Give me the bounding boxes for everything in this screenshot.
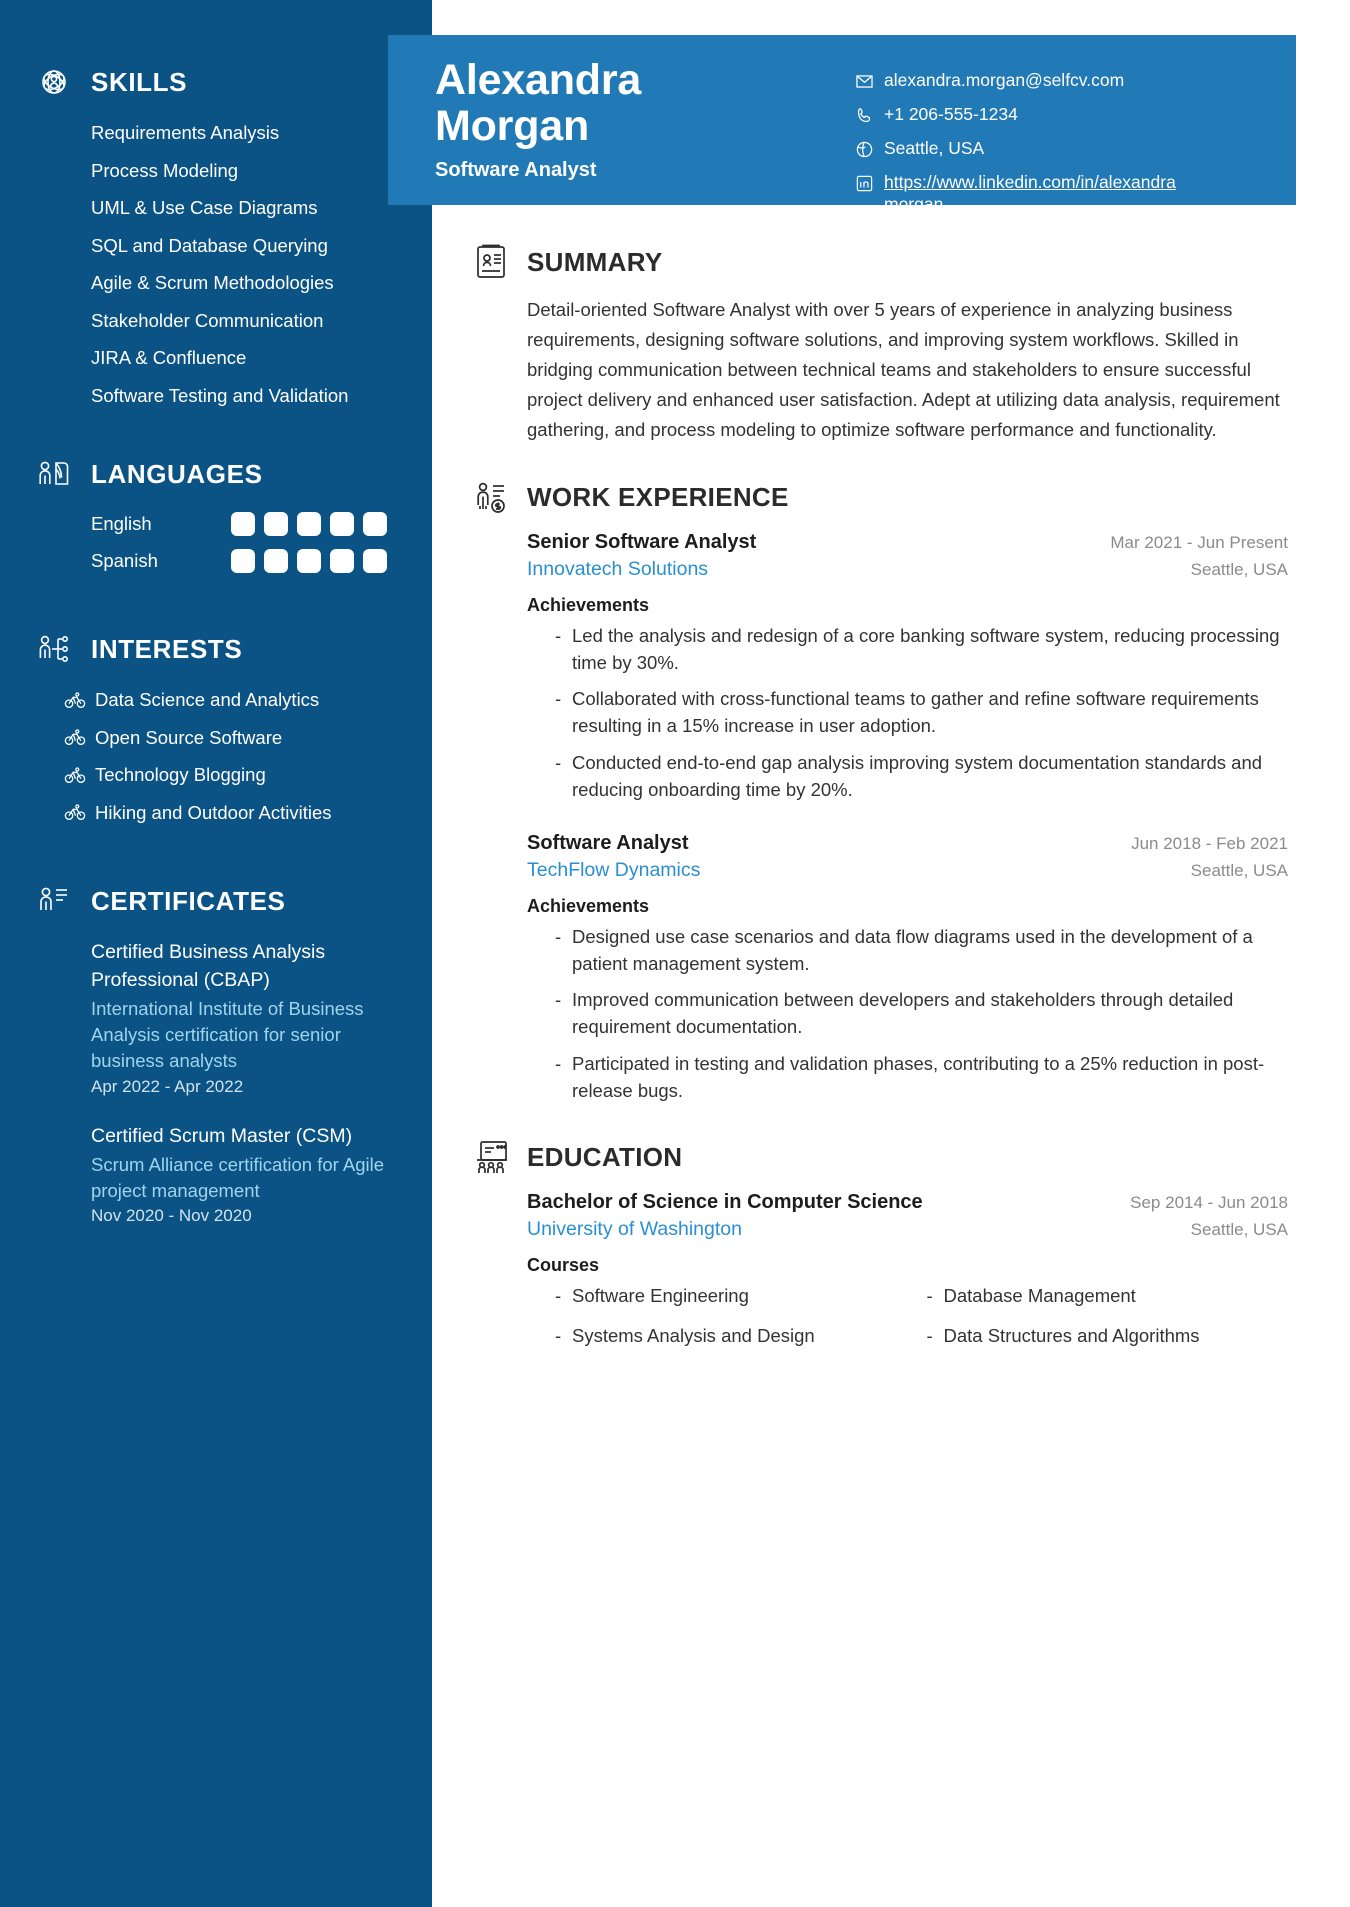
work-experience-title: WORK EXPERIENCE (527, 482, 789, 513)
education-degree: Bachelor of Science in Computer Science (527, 1190, 923, 1213)
achievement-item: - Improved communication between developers and stakeholders through detailed requirement documentation. (555, 987, 1288, 1041)
work-date: Jun 2018 - Feb 2021 (1131, 833, 1288, 853)
language-row (91, 549, 406, 573)
summary-body (472, 295, 1288, 445)
skill-item: SQL and Database Querying (91, 234, 328, 256)
course-item: - Data Structures and Algorithms (927, 1325, 1289, 1347)
certificate-description: International Institute of Business Analysis certification for senior business analysts (91, 997, 364, 1072)
interests-list (34, 687, 406, 825)
skill-item: Agile & Scrum Methodologies (91, 272, 334, 294)
interests-title: INTERESTS (91, 634, 243, 665)
sidebar-section-languages (34, 454, 406, 573)
summary-title: SUMMARY (527, 246, 663, 277)
phone-icon (855, 106, 874, 125)
skills-header (34, 62, 406, 102)
section-work-experience (472, 479, 1288, 1105)
interest-label: Open Source Software (95, 726, 283, 748)
section-education (472, 1139, 1288, 1347)
main-content (432, 205, 1350, 1381)
skills-list (34, 120, 406, 408)
education-entry (527, 1191, 1288, 1347)
course-item: - Systems Analysis and Design (555, 1325, 917, 1347)
interest-label: Technology Blogging (95, 764, 266, 786)
work-entry (527, 832, 1288, 1105)
interest-label: Data Science and Analytics (95, 689, 320, 711)
language-row (91, 512, 406, 536)
section-summary (472, 243, 1288, 445)
certificate-date: Apr 2022 - Apr 2022 (91, 1076, 244, 1096)
linkedin-icon (855, 174, 874, 193)
certificates-title: CERTIFICATES (91, 886, 286, 917)
education-header (472, 1139, 1288, 1177)
certificate-description: Scrum Alliance certification for Agile project management (91, 1153, 385, 1201)
certificate-date: Nov 2020 - Nov 2020 (91, 1206, 252, 1226)
work-entry-sub (527, 859, 1288, 882)
language-level-meter (231, 549, 387, 573)
skills-title: SKILLS (91, 67, 188, 97)
work-entry-top (527, 832, 1288, 855)
interest-item (64, 687, 406, 713)
summary-header (472, 243, 1288, 281)
interests-person-icon (34, 629, 74, 669)
education-board-icon (472, 1139, 510, 1177)
interest-item (64, 762, 406, 788)
phone-value: +1 206-555-1234 (884, 103, 1018, 124)
languages-header (34, 454, 406, 494)
sidebar-section-interests (34, 629, 406, 825)
certificate-item (91, 1123, 406, 1226)
courses-label: Courses (527, 1254, 600, 1275)
email-value: alexandra.morgan@selfcv.com (884, 70, 1125, 90)
achievement-item: - Collaborated with cross-functional teams to gather and refine software requirements resulting in a 15% increase in user adoption. (555, 686, 1288, 740)
first-name: Alexandra (435, 56, 642, 104)
skill-item: UML & Use Case Diagrams (91, 197, 318, 219)
education-organization: University of Washington (527, 1217, 742, 1240)
level-dot (363, 512, 387, 536)
summary-text: Detail-oriented Software Analyst with over 5 years of experience in analyzing business requirements, designing software solutions, and improving system workflows. Skilled in bridging communication between technical teams and stakeholders to ensure successful project delivery and enhanced user satisfaction. Adept at utilizing data analysis, requirement gathering, and process modeling to optimize software performance and functionality. (527, 299, 1280, 440)
skills-badge-icon (34, 62, 74, 102)
achievement-item: - Led the analysis and redesign of a core banking software system, reducing processing time by 30%. (555, 623, 1288, 677)
contact-phone[interactable] (855, 104, 1296, 126)
work-date: Mar 2021 - Jun Present (1110, 532, 1288, 552)
sidebar-section-certificates (34, 881, 406, 1226)
certificate-title: Certified Scrum Master (CSM) (91, 1124, 353, 1147)
certificate-item (91, 939, 406, 1097)
education-body (472, 1191, 1288, 1347)
work-organization: Innovatech Solutions (527, 557, 709, 580)
work-entry (527, 531, 1288, 804)
last-name: Morgan (435, 102, 590, 150)
bicycle-icon (64, 689, 86, 711)
interests-header (34, 629, 406, 669)
skill-item: Process Modeling (91, 159, 239, 181)
globe-icon (855, 140, 874, 159)
course-item: - Software Engineering (555, 1285, 917, 1307)
certificate-title: Certified Business Analysis Professional (CBAP) (91, 941, 326, 992)
header-banner (388, 35, 1296, 214)
certificate-person-icon (34, 881, 74, 921)
achievement-item: - Conducted end-to-end gap analysis improving system documentation standards and reducing onboarding time by 20%. (555, 750, 1288, 804)
education-entry-top (527, 1191, 1288, 1214)
level-dot (330, 549, 354, 573)
work-role: Software Analyst (527, 831, 689, 854)
achievements-label: Achievements (527, 594, 650, 615)
level-dot (297, 512, 321, 536)
work-organization: TechFlow Dynamics (527, 858, 701, 881)
achievement-item: - Participated in testing and validation phases, contributing to a 25% reduction in post-release bugs. (555, 1051, 1288, 1105)
work-person-money-icon (472, 479, 510, 517)
level-dot (264, 549, 288, 573)
achievement-item: - Designed use case scenarios and data flow diagrams used in the development of a patient management system. (555, 924, 1288, 978)
work-experience-header (472, 479, 1288, 517)
identity-block (435, 57, 855, 205)
certificates-list (34, 939, 406, 1226)
level-dot (231, 549, 255, 573)
skill-item: Software Testing and Validation (91, 384, 349, 406)
level-dot (264, 512, 288, 536)
bicycle-icon (64, 726, 86, 748)
level-dot (297, 549, 321, 573)
contact-email[interactable] (855, 70, 1296, 92)
certificates-header (34, 881, 406, 921)
sidebar-section-skills (34, 62, 406, 408)
languages-title: LANGUAGES (91, 459, 263, 490)
bicycle-icon (64, 764, 86, 786)
work-entry-top (527, 531, 1288, 554)
language-name: Spanish (91, 550, 158, 572)
skill-item: Requirements Analysis (91, 122, 280, 143)
skill-item: Stakeholder Communication (91, 309, 324, 331)
skill-item: JIRA & Confluence (91, 347, 247, 369)
envelope-icon (855, 72, 874, 91)
contact-location (855, 138, 1296, 160)
level-dot (231, 512, 255, 536)
education-location: Seattle, USA (1190, 1219, 1288, 1239)
achievements-list (527, 924, 1288, 1105)
language-level-meter (231, 512, 387, 536)
interest-item (64, 800, 406, 826)
level-dot (330, 512, 354, 536)
education-title: EDUCATION (527, 1142, 683, 1173)
work-location: Seattle, USA (1190, 559, 1288, 579)
interest-label: Hiking and Outdoor Activities (95, 801, 332, 823)
location-value: Seattle, USA (884, 137, 985, 158)
interest-item (64, 725, 406, 751)
language-globe-icon (34, 454, 74, 494)
sidebar (0, 0, 432, 1907)
full-name (435, 57, 855, 149)
work-experience-body (472, 531, 1288, 1105)
achievements-list (527, 623, 1288, 804)
education-date: Sep 2014 - Jun 2018 (1130, 1192, 1288, 1212)
job-title: Software Analyst (435, 159, 597, 181)
bicycle-icon (64, 801, 86, 823)
education-entry-sub (527, 1218, 1288, 1241)
language-name: English (91, 513, 152, 535)
level-dot (363, 549, 387, 573)
linkedin-value: https://www.linkedin.com/in/alexandra morgan (884, 171, 1176, 214)
course-item: - Database Management (927, 1285, 1289, 1307)
work-entry-sub (527, 558, 1288, 581)
id-card-icon (472, 243, 510, 281)
achievements-label: Achievements (527, 895, 650, 916)
contact-list (855, 57, 1296, 214)
work-location: Seattle, USA (1190, 860, 1288, 880)
languages-list (34, 512, 406, 573)
work-role: Senior Software Analyst (527, 530, 757, 553)
courses-grid (527, 1285, 1288, 1347)
